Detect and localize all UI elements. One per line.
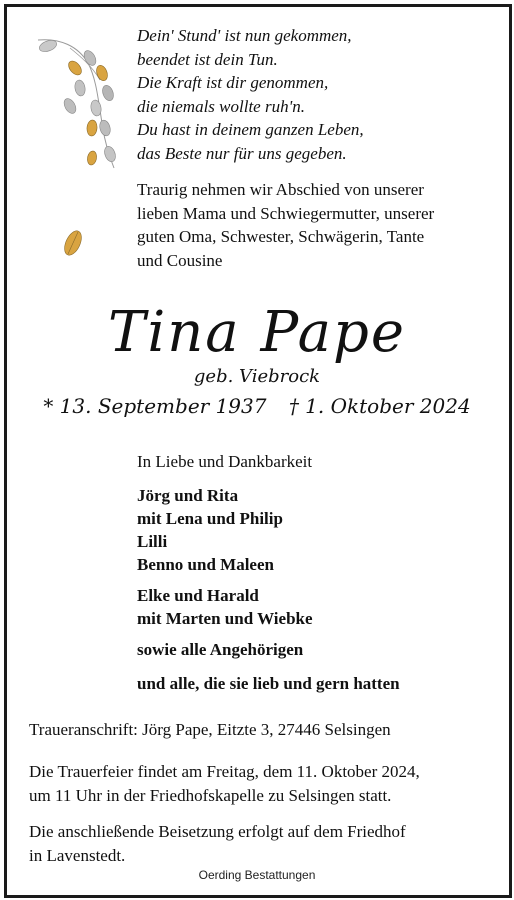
mourning-address: Traueranschrift: Jörg Pape, Eitzte 3, 27446 Selsingen xyxy=(29,720,391,739)
poem-line: beendet ist dein Tun. xyxy=(137,49,278,69)
poem-line: Du hast in deinem ganzen Leben, xyxy=(137,120,364,139)
mourners-group xyxy=(137,584,313,630)
mourner-line: mit Marten und Wiebke xyxy=(137,609,313,628)
intro-line: lieben Mama und Schwiegermutter, unserer xyxy=(137,203,435,223)
ceremony-line: um 11 Uhr in der Friedhofskapelle zu Selsingen statt. xyxy=(29,785,392,805)
death-date: † 1. Oktober 2024 xyxy=(288,394,471,418)
mourner-line: Elke und Harald xyxy=(137,586,259,605)
mourner-line: Lilli xyxy=(137,532,168,551)
intro-line: guten Oma, Schwester, Schwägerin, Tante xyxy=(137,227,425,246)
birth-name: geb. Viebrock xyxy=(193,366,321,387)
mourners-intro: In Liebe und Dankbarkeit xyxy=(137,452,313,471)
poem-line: Dein' Stund' ist nun gekommen, xyxy=(137,26,352,45)
burial-line: Die anschließende Beisetzung erfolgt auf dem Friedhof xyxy=(29,822,406,841)
mourner-line: mit Lena und Philip xyxy=(137,509,283,528)
ceremony-info xyxy=(29,760,420,807)
intro-line: Traurig nehmen wir Abschied von unserer xyxy=(137,180,424,199)
burial-info xyxy=(29,820,406,867)
poem-line: Die Kraft ist dir genommen, xyxy=(137,73,329,92)
poem xyxy=(137,24,364,165)
life-dates xyxy=(0,394,514,418)
poem-line: die niemals wollte ruh'n. xyxy=(137,96,305,116)
others-line: und alle, die sie lieb und gern hatten xyxy=(137,674,400,693)
farewell-intro xyxy=(137,178,434,272)
leaf-branch-icon xyxy=(30,28,130,178)
deceased-name: Tina Pape xyxy=(107,300,407,365)
mourner-line: Jörg und Rita xyxy=(137,486,239,505)
mourners-group xyxy=(137,484,283,576)
mourner-line: Benno und Maleen xyxy=(137,555,274,574)
funeral-home: Oerding Bestattungen xyxy=(198,868,316,882)
intro-line: und Cousine xyxy=(137,250,223,270)
birth-date: * 13. September 1937 xyxy=(43,394,267,418)
burial-line: in Lavenstedt. xyxy=(29,845,126,865)
ceremony-line: Die Trauerfeier findet am Freitag, dem 11. Oktober 2024, xyxy=(29,762,420,781)
falling-leaf-icon xyxy=(60,226,86,260)
relatives-line: sowie alle Angehörigen xyxy=(137,640,304,659)
poem-line: das Beste nur für uns gegeben. xyxy=(137,143,347,163)
